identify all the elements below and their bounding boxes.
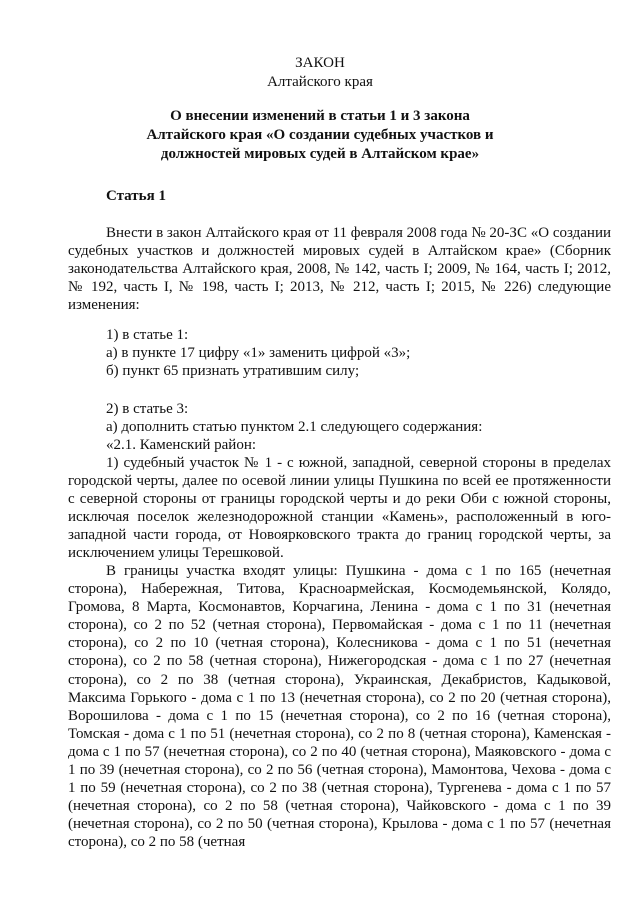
item-1b: б) пункт 65 признать утратившим силу; xyxy=(106,363,360,379)
item-2a: а) дополнить статью пунктом 2.1 следующего содержания: xyxy=(106,419,483,435)
section-2-paragraph: В границы участка входят улицы: Пушкина - дома с 1 по 165 (нечетная сторона), Набережная, Титова, Красноармейская, Космодемьянской, Колядо, Громова, 8 Марта, Космонавтов, Корчагина, Ленина - дома с 1 по 31 (нечетная сторона), со 2 по 52 (четная сторона), Первомайская - дома с 1 по 11 (нечетная сторона), со 2 по 10 (четная сторона), Колесникова - дома с 1 по 51 (нечетная сторона), со 2 по 58 (четная сторона), Нижегородская - дома с 1 по 27 (нечетная сторона), со 2 по 38 (четная сторона), Украинская, Декабристов, Кадыковой, Максима Горького - дома с 1 по 13 (нечетная сторона), со 2 по 20 (четная сторона), Ворошилова - дома с 1 по 15 (нечетная сторона), со 2 по 16 (четная сторона), Томская - дома с 1 по 51 (нечетная сторона), со 2 по 8 (четная сторона), Каменская - дома с 1 по 57 (нечетная сторона), со 2 по 40 (четная сторона), Маяковского - дома с 1 по 39 (нечетная сторона), со 2 по 56 (четная сторона), Мамонтова, Чехова - дома с 1 по 59 (нечетная сторона), со 2 по 38 (четная сторона), Тургенева - дома с 1 по 57 (нечетная сторона), со 2 по 58 (четная сторона), Чайковского - дома с 1 по 39 (нечетная сторона), со 2 по 50 (четная сторона), Крылова - дома с 1 по 57 (нечетная сторона), со 2 по 58 (четная xyxy=(68,563,611,851)
item-2: 2) в статье 3: xyxy=(106,401,189,417)
title-region: Алтайского края xyxy=(267,74,373,90)
title-law: ЗАКОН xyxy=(295,55,345,71)
heading-line-3: должностей мировых судей в Алтайском крае» xyxy=(160,146,480,162)
intro-paragraph: Внести в закон Алтайского края от 11 февраля 2008 года № 20-ЗС «О создании судебных участков и должностей мировых судей в Алтайском крае» (Сборник законодательства Алтайского края, 2008, № 142, часть I; 2009, № 164, часть I; 2012, № 192, часть I, № 198, часть I; 2013, № 212, часть I; 2015, № 226) следующие изменения: xyxy=(68,225,611,314)
item-1a: а) в пункте 17 цифру «1» заменить цифрой «3»; xyxy=(106,345,411,361)
section-1-paragraph: 1) судебный участок № 1 - с южной, западной, северной стороны в пределах городской черты, далее по осевой линии улицы Пушкина по всей ее протяженности с северной стороны от границы городской черты и до реки Оби с южной стороны, исключая поселок железнодорожной станции «Камень», расположенный в юго-западной части города, от Новоярковского тракта до границ городской черты, за исключением улицы Терешковой. xyxy=(68,455,611,562)
document-heading xyxy=(0,107,640,164)
item-1: 1) в статье 1: xyxy=(106,327,189,343)
heading-line-2: Алтайского края «О создании судебных участков и xyxy=(146,127,494,143)
heading-line-1: О внесении изменений в статьи 1 и 3 закона xyxy=(170,108,470,124)
item-2-1: «2.1. Каменский район: xyxy=(106,437,257,453)
document-title xyxy=(0,54,640,92)
article-title: Статья 1 xyxy=(106,188,166,204)
